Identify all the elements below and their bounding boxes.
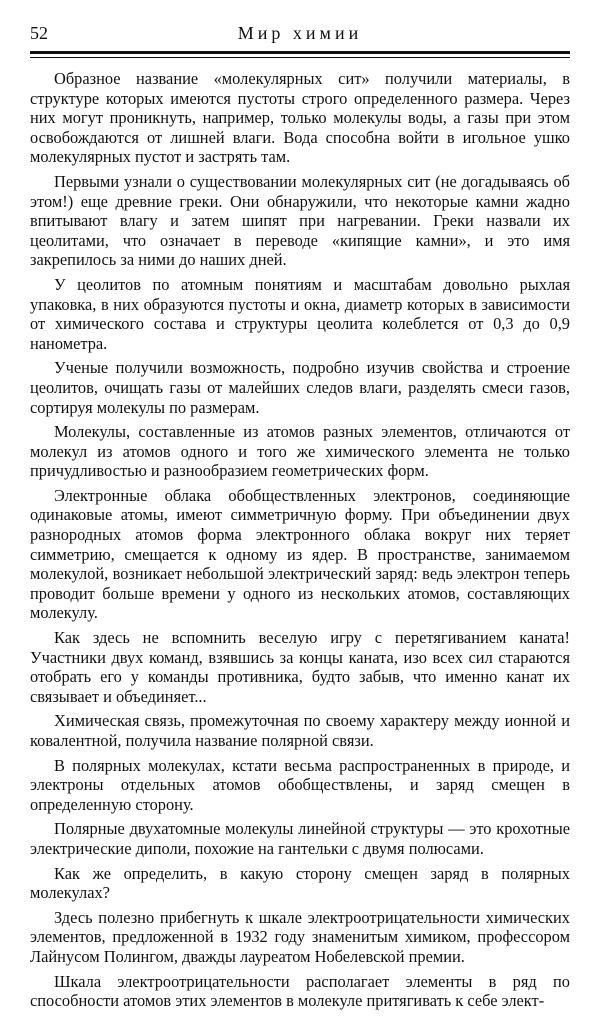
paragraph: Здесь полезно прибегнуть к шкале электроотрицательности химических элементов, предложенной в 1932 году знаменитым химиком, профессором Лайнусом Полингом, дважды лауреатом Нобелевской премии. [30,907,570,966]
paragraph: Как здесь не вспомнить веселую игру с перетягиванием каната! Участники двух команд, взявшись за концы каната, изо всех сил стараются отобрать его у команды противника, будто забыв, что именно канат их связывает и объединяет... [30,628,570,706]
paragraph: Шкала электроотрицательности располагает элементы в ряд по способности атомов этих элементов в молекуле притягивать к себе элект- [30,971,570,1011]
paragraph: Химическая связь, промежуточная по своему характеру между ионной и ковалентной, получила название полярной связи. [30,711,570,750]
paragraph: Как же определить, в какую сторону смещен заряд в полярных молекулах? [30,863,570,903]
paragraph: У цеолитов по атомным понятиям и масштабам довольно рыхлая упаковка, в них образуются пустоты и окна, диаметр которых в зависимости от химического состава и структуры цеолита колеблется от 0,3 до 0,9 нанометра. [30,274,570,353]
paragraph: Первыми узнали о существовании молекулярных сит (не догадываясь об этом!) еще древние греки. Они обнаружили, что некоторые камни жадно впитывают влагу и затем шипят при нагревании. Греки назвали их цеолитами, что означает в переводе «кипящие камни», и это имя закрепилось за ними до наших дней. [30,171,570,270]
paragraph: Полярные двухатомные молекулы линейной структуры — это крохотные электрические диполи, похожие на гантельки с двумя полюсами. [30,819,570,858]
running-title: Мир химии [237,23,363,43]
header-rule-thin [30,57,570,58]
page-header [30,22,570,46]
paragraph: Образное название «молекулярных сит» получили материалы, в структуре которых имеются пустоты строго определенного размера. Через них могут проникнуть, например, только молекулы воды, а газы при этом освобождаются от лишней влаги. Вода способна войти в игольное ушко молекулярных пустот и застрять там. [30,69,570,167]
header-rule-thick [30,51,570,54]
page-number: 52 [30,23,48,43]
paragraph: В полярных молекулах, кстати весьма распространенных в природе, и электроны отдельных атомов обобществлены, и заряд смещен в определенную сторону. [30,755,570,814]
page-body [30,69,570,1016]
paragraph: Ученые получили возможность, подробно изучив свойства и строение цеолитов, очищать газы от малейших следов влаги, разделять смеси газов, сортируя молекулы по размерам. [30,358,570,417]
paragraph: Молекулы, составленные из атомов разных элементов, отличаются от молекул из атомов одного и того же химического элемента не только причудливостью и разнообразием геометрических форм. [30,422,570,481]
paragraph: Электронные облака обобществленных электронов, соединяющие одинаковые атомы, имеют симметричную форму. При объединении двух разнородных атомов форма электронного облака вокруг них теряет симметрию, смещается к одному из ядер. В пространстве, занимаемом молекулой, возникает небольшой электрический заряд: ведь электрон теперь проводит больше времени у одного из нескольких атомов, составляющих молекулу. [30,485,570,623]
